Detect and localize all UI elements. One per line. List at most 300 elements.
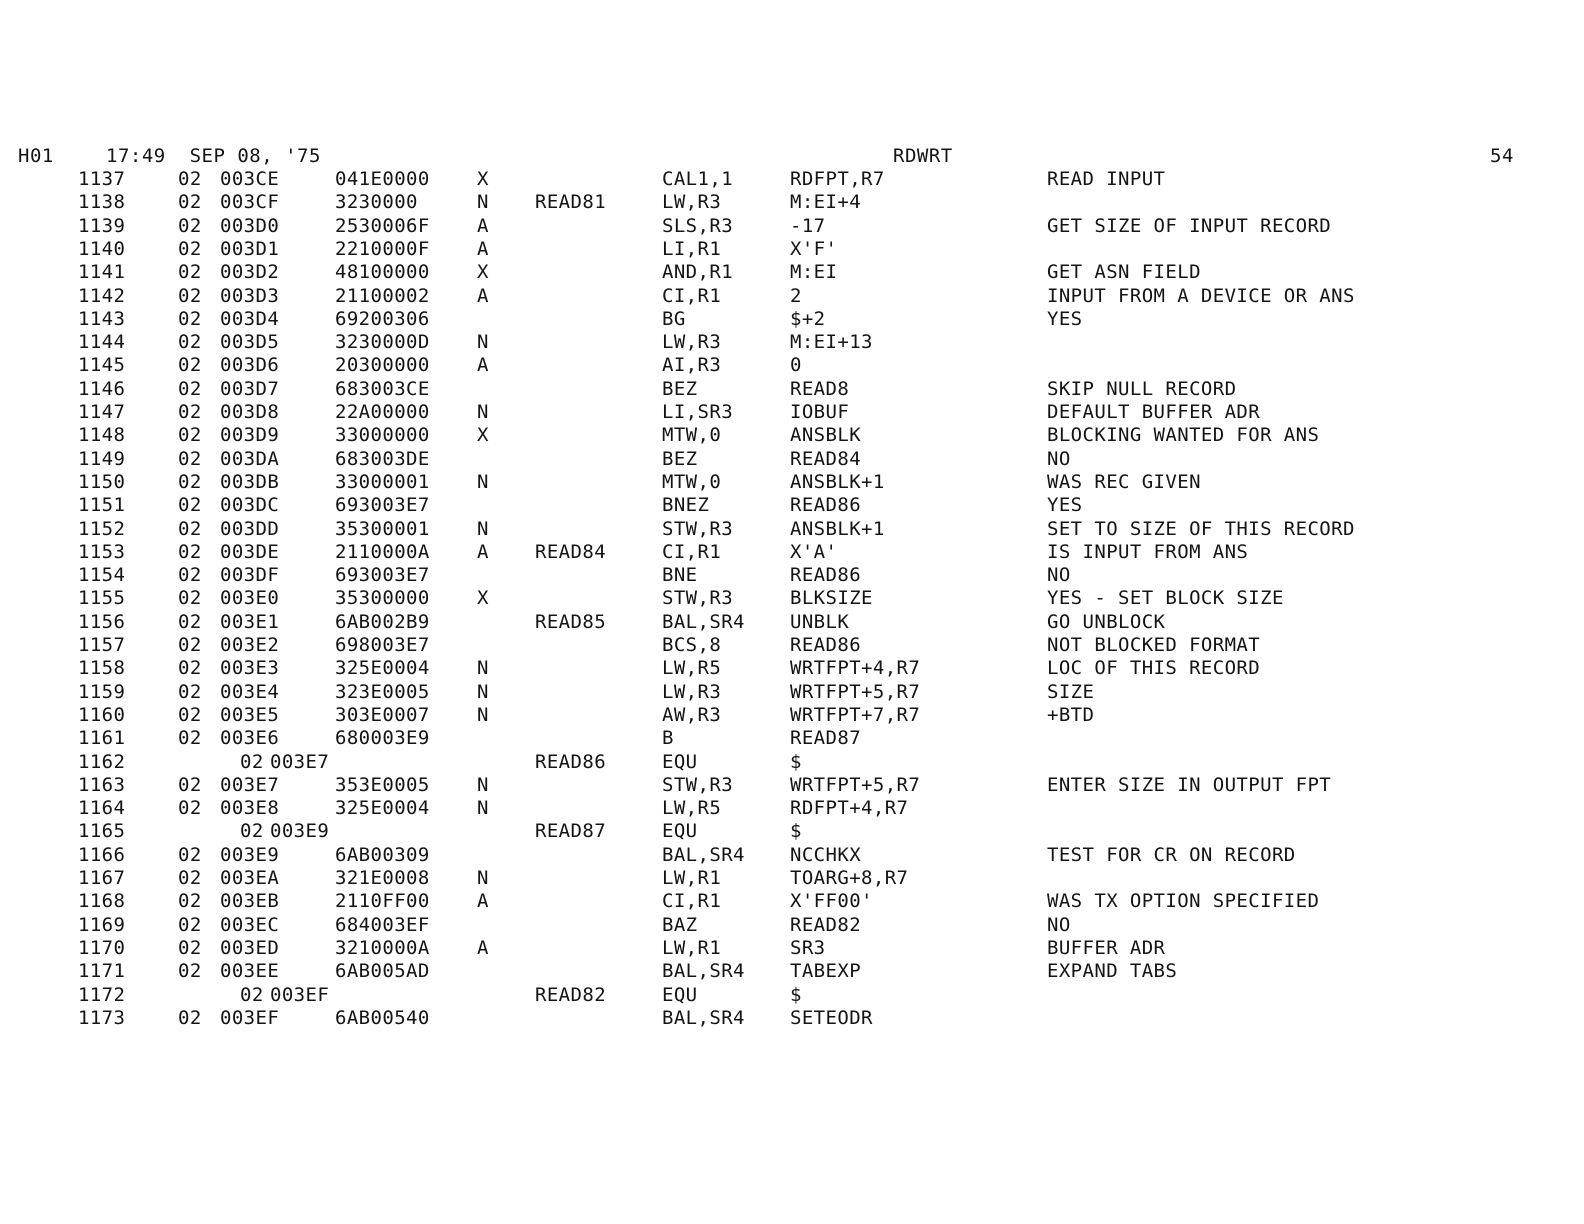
- relocation-flag: N: [477, 331, 489, 354]
- relocation-flag: A: [477, 237, 489, 260]
- listing-line: [0, 844, 1584, 868]
- comment-field: WAS REC GIVEN: [1047, 470, 1201, 493]
- listing-line: [0, 751, 1584, 775]
- location-address: 003DB: [220, 470, 280, 493]
- line-number: 1143: [78, 307, 126, 330]
- comment-field: SIZE: [1047, 680, 1095, 703]
- opcode-field: BNE: [662, 564, 698, 587]
- relocation-flag: X: [477, 261, 489, 284]
- operand-field: UNBLK: [790, 610, 850, 633]
- relocation-flag: N: [477, 680, 489, 703]
- listing-line: [0, 587, 1584, 611]
- location-address: 003EB: [220, 890, 280, 913]
- line-number: 1149: [78, 447, 126, 470]
- opcode-field: AW,R3: [662, 703, 722, 726]
- section-code: 02: [178, 214, 202, 237]
- location-address: 003EA: [220, 867, 280, 889]
- listing-line: [0, 727, 1584, 751]
- relocation-flag: X: [477, 168, 489, 190]
- line-number: 1138: [78, 191, 126, 214]
- section-code: 02: [178, 936, 202, 959]
- operand-field: RDFPT+4,R7: [790, 797, 909, 820]
- line-number: 1164: [78, 797, 126, 820]
- section-code: 02: [178, 401, 202, 423]
- section-code: 02: [178, 867, 202, 889]
- opcode-field: CI,R1: [662, 540, 722, 563]
- location-address: 003E4: [220, 680, 280, 703]
- section-code: 02: [178, 1006, 202, 1029]
- line-number: 1154: [78, 564, 126, 587]
- line-number: 1169: [78, 913, 126, 936]
- comment-field: INPUT FROM A DEVICE OR ANS: [1047, 284, 1355, 307]
- line-number: 1155: [78, 587, 126, 610]
- listing-line: [0, 820, 1584, 844]
- object-code: 33000001: [335, 470, 430, 493]
- comment-field: BLOCKING WANTED FOR ANS: [1047, 424, 1320, 447]
- operand-field: NCCHKX: [790, 843, 862, 866]
- line-number: 1142: [78, 284, 126, 307]
- line-number: 1163: [78, 773, 126, 796]
- opcode-field: LW,R3: [662, 680, 722, 703]
- line-number: 1144: [78, 331, 126, 354]
- object-code: 3230000: [335, 191, 418, 214]
- location-address: 003CF: [220, 191, 280, 214]
- relocation-flag: N: [477, 401, 489, 423]
- line-number: 1146: [78, 377, 126, 400]
- location-address: 003D9: [220, 424, 280, 447]
- listing-line: [0, 308, 1584, 332]
- comment-field: YES: [1047, 494, 1083, 517]
- label-field: READ86: [535, 750, 607, 773]
- operand-field: $: [790, 750, 802, 773]
- relocation-flag: A: [477, 284, 489, 307]
- operand-field: RDFPT,R7: [790, 168, 885, 190]
- object-code: 303E0007: [335, 703, 430, 726]
- operand-field: WRTFPT+5,R7: [790, 773, 921, 796]
- section-code: 02: [178, 797, 202, 820]
- section-code: 02: [240, 983, 264, 1006]
- location-address: 003EF: [270, 983, 330, 1006]
- section-code: 02: [178, 564, 202, 587]
- location-address: 003E1: [220, 610, 280, 633]
- object-code: 323E0005: [335, 680, 430, 703]
- line-number: 1159: [78, 680, 126, 703]
- operand-field: -17: [790, 214, 826, 237]
- line-number: 1167: [78, 867, 126, 889]
- object-code: 6AB002B9: [335, 610, 430, 633]
- line-number: 1141: [78, 261, 126, 284]
- opcode-field: BG: [662, 307, 686, 330]
- relocation-flag: N: [477, 797, 489, 820]
- line-number: 1168: [78, 890, 126, 913]
- section-code: 02: [178, 168, 202, 190]
- label-field: READ85: [535, 610, 607, 633]
- line-number: 1139: [78, 214, 126, 237]
- location-address: 003DF: [220, 564, 280, 587]
- opcode-field: LW,R5: [662, 797, 722, 820]
- object-code: 325E0004: [335, 797, 430, 820]
- comment-field: READ INPUT: [1047, 168, 1166, 190]
- opcode-field: B: [662, 727, 674, 750]
- operand-field: $: [790, 820, 802, 843]
- relocation-flag: A: [477, 214, 489, 237]
- section-code: 02: [178, 703, 202, 726]
- object-code: 6AB005AD: [335, 960, 430, 983]
- location-address: 003D2: [220, 261, 280, 284]
- opcode-field: BAL,SR4: [662, 610, 745, 633]
- location-address: 003DA: [220, 447, 280, 470]
- section-code: 02: [178, 773, 202, 796]
- object-code: 693003E7: [335, 564, 430, 587]
- object-code: 684003EF: [335, 913, 430, 936]
- opcode-field: BAZ: [662, 913, 698, 936]
- section-code: 02: [178, 354, 202, 377]
- listing-line: [0, 518, 1584, 542]
- operand-field: 0: [790, 354, 802, 377]
- location-address: 003E6: [220, 727, 280, 750]
- operand-field: BLKSIZE: [790, 587, 873, 610]
- comment-field: WAS TX OPTION SPECIFIED: [1047, 890, 1320, 913]
- location-address: 003EC: [220, 913, 280, 936]
- location-address: 003E9: [220, 843, 280, 866]
- location-address: 003E0: [220, 587, 280, 610]
- listing-id: H01: [18, 145, 54, 167]
- opcode-field: AND,R1: [662, 261, 734, 284]
- comment-field: SKIP NULL RECORD: [1047, 377, 1237, 400]
- listing-line: [0, 541, 1584, 565]
- relocation-flag: X: [477, 587, 489, 610]
- section-code: 02: [178, 331, 202, 354]
- section-code: 02: [178, 587, 202, 610]
- operand-field: IOBUF: [790, 401, 850, 423]
- location-address: 003E5: [220, 703, 280, 726]
- line-number: 1158: [78, 657, 126, 680]
- object-code: 325E0004: [335, 657, 430, 680]
- listing-line: [0, 960, 1584, 984]
- opcode-field: LW,R5: [662, 657, 722, 680]
- relocation-flag: N: [477, 191, 489, 214]
- location-address: 003D3: [220, 284, 280, 307]
- line-number: 1161: [78, 727, 126, 750]
- line-number: 1137: [78, 168, 126, 190]
- operand-field: TABEXP: [790, 960, 862, 983]
- comment-field: DEFAULT BUFFER ADR: [1047, 401, 1261, 423]
- operand-field: WRTFPT+4,R7: [790, 657, 921, 680]
- comment-field: GET ASN FIELD: [1047, 261, 1201, 284]
- label-field: READ84: [535, 540, 607, 563]
- listing-line: [0, 634, 1584, 658]
- line-number: 1151: [78, 494, 126, 517]
- location-address: 003DE: [220, 540, 280, 563]
- listing-line: [0, 867, 1584, 891]
- location-address: 003D6: [220, 354, 280, 377]
- label-field: READ82: [535, 983, 607, 1006]
- section-code: 02: [240, 750, 264, 773]
- location-address: 003D7: [220, 377, 280, 400]
- opcode-field: EQU: [662, 750, 698, 773]
- operand-field: M:EI+13: [790, 331, 873, 354]
- comment-field: GET SIZE OF INPUT RECORD: [1047, 214, 1332, 237]
- operand-field: SETEODR: [790, 1006, 873, 1029]
- line-number: 1156: [78, 610, 126, 633]
- object-code: 6AB00309: [335, 843, 430, 866]
- listing-line: [0, 285, 1584, 309]
- opcode-field: AI,R3: [662, 354, 722, 377]
- page-number: 54: [1490, 145, 1514, 167]
- section-code: 02: [178, 517, 202, 540]
- object-code: 693003E7: [335, 494, 430, 517]
- listing-line: [0, 261, 1584, 285]
- listing-line: [0, 564, 1584, 588]
- object-code: 680003E9: [335, 727, 430, 750]
- comment-field: NOT BLOCKED FORMAT: [1047, 634, 1261, 656]
- opcode-field: LI,R1: [662, 237, 722, 260]
- operand-field: READ8: [790, 377, 850, 400]
- line-number: 1148: [78, 424, 126, 447]
- listing-line: [0, 890, 1584, 914]
- location-address: 003D8: [220, 401, 280, 423]
- comment-field: YES: [1047, 307, 1083, 330]
- object-code: 321E0008: [335, 867, 430, 889]
- listing-line: [0, 354, 1584, 378]
- relocation-flag: N: [477, 867, 489, 889]
- location-address: 003E8: [220, 797, 280, 820]
- location-address: 003ED: [220, 936, 280, 959]
- listing-line: [0, 191, 1584, 215]
- location-address: 003CE: [220, 168, 280, 190]
- listing-line: [0, 494, 1584, 518]
- object-code: 21100002: [335, 284, 430, 307]
- location-address: 003D5: [220, 331, 280, 354]
- comment-field: ENTER SIZE IN OUTPUT FPT: [1047, 773, 1332, 796]
- operand-field: SR3: [790, 936, 826, 959]
- operand-field: ANSBLK+1: [790, 517, 885, 540]
- comment-field: NO: [1047, 913, 1071, 936]
- comment-field: BUFFER ADR: [1047, 936, 1166, 959]
- opcode-field: BCS,8: [662, 634, 722, 656]
- operand-field: ANSBLK: [790, 424, 862, 447]
- line-number: 1172: [78, 983, 126, 1006]
- section-code: 02: [178, 657, 202, 680]
- opcode-field: LW,R1: [662, 936, 722, 959]
- section-code: 02: [178, 843, 202, 866]
- section-code: 02: [178, 960, 202, 983]
- opcode-field: STW,R3: [662, 517, 734, 540]
- opcode-field: STW,R3: [662, 587, 734, 610]
- operand-field: READ82: [790, 913, 862, 936]
- object-code: 683003CE: [335, 377, 430, 400]
- operand-field: $+2: [790, 307, 826, 330]
- operand-field: READ87: [790, 727, 862, 750]
- location-address: 003E7: [220, 773, 280, 796]
- relocation-flag: N: [477, 703, 489, 726]
- listing-line: [0, 1007, 1584, 1031]
- operand-field: ANSBLK+1: [790, 470, 885, 493]
- line-number: 1166: [78, 843, 126, 866]
- location-address: 003E7: [270, 750, 330, 773]
- line-number: 1171: [78, 960, 126, 983]
- listing-line: [0, 238, 1584, 262]
- object-code: 2110FF00: [335, 890, 430, 913]
- object-code: 6AB00540: [335, 1006, 430, 1029]
- section-code: 02: [178, 191, 202, 214]
- opcode-field: BAL,SR4: [662, 960, 745, 983]
- opcode-field: LI,SR3: [662, 401, 734, 423]
- object-code: 20300000: [335, 354, 430, 377]
- line-number: 1140: [78, 237, 126, 260]
- operand-field: X'FF00': [790, 890, 873, 913]
- object-code: 48100000: [335, 261, 430, 284]
- opcode-field: MTW,0: [662, 424, 722, 447]
- operand-field: WRTFPT+5,R7: [790, 680, 921, 703]
- opcode-field: LW,R3: [662, 331, 722, 354]
- location-address: 003DD: [220, 517, 280, 540]
- operand-field: WRTFPT+7,R7: [790, 703, 921, 726]
- listing-line: [0, 611, 1584, 635]
- comment-field: LOC OF THIS RECORD: [1047, 657, 1261, 680]
- section-code: 02: [178, 494, 202, 517]
- location-address: 003DC: [220, 494, 280, 517]
- listing-line: [0, 937, 1584, 961]
- opcode-field: CI,R1: [662, 284, 722, 307]
- line-number: 1173: [78, 1006, 126, 1029]
- object-code: 35300001: [335, 517, 430, 540]
- section-code: 02: [178, 284, 202, 307]
- listing-line: [0, 448, 1584, 472]
- section-code: 02: [178, 890, 202, 913]
- location-address: 003E2: [220, 634, 280, 656]
- opcode-field: LW,R1: [662, 867, 722, 889]
- object-code: 353E0005: [335, 773, 430, 796]
- relocation-flag: X: [477, 424, 489, 447]
- opcode-field: BAL,SR4: [662, 1006, 745, 1029]
- operand-field: READ86: [790, 494, 862, 517]
- comment-field: GO UNBLOCK: [1047, 610, 1166, 633]
- opcode-field: SLS,R3: [662, 214, 734, 237]
- label-field: READ81: [535, 191, 607, 214]
- opcode-field: EQU: [662, 820, 698, 843]
- object-code: 3210000A: [335, 936, 430, 959]
- listing-line: [0, 681, 1584, 705]
- line-number: 1145: [78, 354, 126, 377]
- section-code: 02: [178, 237, 202, 260]
- relocation-flag: N: [477, 657, 489, 680]
- operand-field: TOARG+8,R7: [790, 867, 909, 889]
- object-code: 3230000D: [335, 331, 430, 354]
- section-code: 02: [240, 820, 264, 843]
- module-title: RDWRT: [893, 145, 953, 167]
- object-code: 2530006F: [335, 214, 430, 237]
- operand-field: X'A': [790, 540, 838, 563]
- comment-field: NO: [1047, 447, 1071, 470]
- location-address: 003D0: [220, 214, 280, 237]
- line-number: 1170: [78, 936, 126, 959]
- comment-field: IS INPUT FROM ANS: [1047, 540, 1249, 563]
- location-address: 003E9: [270, 820, 330, 843]
- listing-line: [0, 657, 1584, 681]
- section-code: 02: [178, 377, 202, 400]
- line-number: 1157: [78, 634, 126, 656]
- operand-field: M:EI: [790, 261, 838, 284]
- opcode-field: LW,R3: [662, 191, 722, 214]
- listing-line: [0, 168, 1584, 192]
- listing-line: [0, 914, 1584, 938]
- opcode-field: MTW,0: [662, 470, 722, 493]
- relocation-flag: A: [477, 540, 489, 563]
- opcode-field: CI,R1: [662, 890, 722, 913]
- object-code: 22A00000: [335, 401, 430, 423]
- section-code: 02: [178, 610, 202, 633]
- location-address: 003EF: [220, 1006, 280, 1029]
- section-code: 02: [178, 634, 202, 656]
- object-code: 69200306: [335, 307, 430, 330]
- relocation-flag: N: [477, 517, 489, 540]
- operand-field: $: [790, 983, 802, 1006]
- comment-field: SET TO SIZE OF THIS RECORD: [1047, 517, 1355, 540]
- line-number: 1152: [78, 517, 126, 540]
- section-code: 02: [178, 680, 202, 703]
- operand-field: X'F': [790, 237, 838, 260]
- line-number: 1165: [78, 820, 126, 843]
- label-field: READ87: [535, 820, 607, 843]
- relocation-flag: A: [477, 890, 489, 913]
- listing-line: [0, 797, 1584, 821]
- line-number: 1150: [78, 470, 126, 493]
- opcode-field: STW,R3: [662, 773, 734, 796]
- line-number: 1153: [78, 540, 126, 563]
- relocation-flag: A: [477, 936, 489, 959]
- section-code: 02: [178, 447, 202, 470]
- section-code: 02: [178, 424, 202, 447]
- section-code: 02: [178, 540, 202, 563]
- comment-field: YES - SET BLOCK SIZE: [1047, 587, 1284, 610]
- relocation-flag: N: [477, 773, 489, 796]
- listing-line: [0, 424, 1584, 448]
- comment-field: NO: [1047, 564, 1071, 587]
- operand-field: 2: [790, 284, 802, 307]
- listing-line: [0, 378, 1584, 402]
- line-number: 1160: [78, 703, 126, 726]
- relocation-flag: N: [477, 470, 489, 493]
- object-code: 2110000A: [335, 540, 430, 563]
- object-code: 33000000: [335, 424, 430, 447]
- listing-line: [0, 471, 1584, 495]
- location-address: 003EE: [220, 960, 280, 983]
- operand-field: READ84: [790, 447, 862, 470]
- operand-field: READ86: [790, 564, 862, 587]
- listing-line: [0, 401, 1584, 425]
- section-code: 02: [178, 727, 202, 750]
- relocation-flag: A: [477, 354, 489, 377]
- opcode-field: BNEZ: [662, 494, 710, 517]
- listing-line: [0, 984, 1584, 1008]
- section-code: 02: [178, 470, 202, 493]
- line-number: 1162: [78, 750, 126, 773]
- comment-field: +BTD: [1047, 703, 1095, 726]
- object-code: 683003DE: [335, 447, 430, 470]
- opcode-field: EQU: [662, 983, 698, 1006]
- location-address: 003D4: [220, 307, 280, 330]
- section-code: 02: [178, 307, 202, 330]
- location-address: 003E3: [220, 657, 280, 680]
- object-code: 698003E7: [335, 634, 430, 656]
- operand-field: READ86: [790, 634, 862, 656]
- object-code: 35300000: [335, 587, 430, 610]
- opcode-field: BEZ: [662, 447, 698, 470]
- listing-line: [0, 215, 1584, 239]
- opcode-field: BAL,SR4: [662, 843, 745, 866]
- object-code: 2210000F: [335, 237, 430, 260]
